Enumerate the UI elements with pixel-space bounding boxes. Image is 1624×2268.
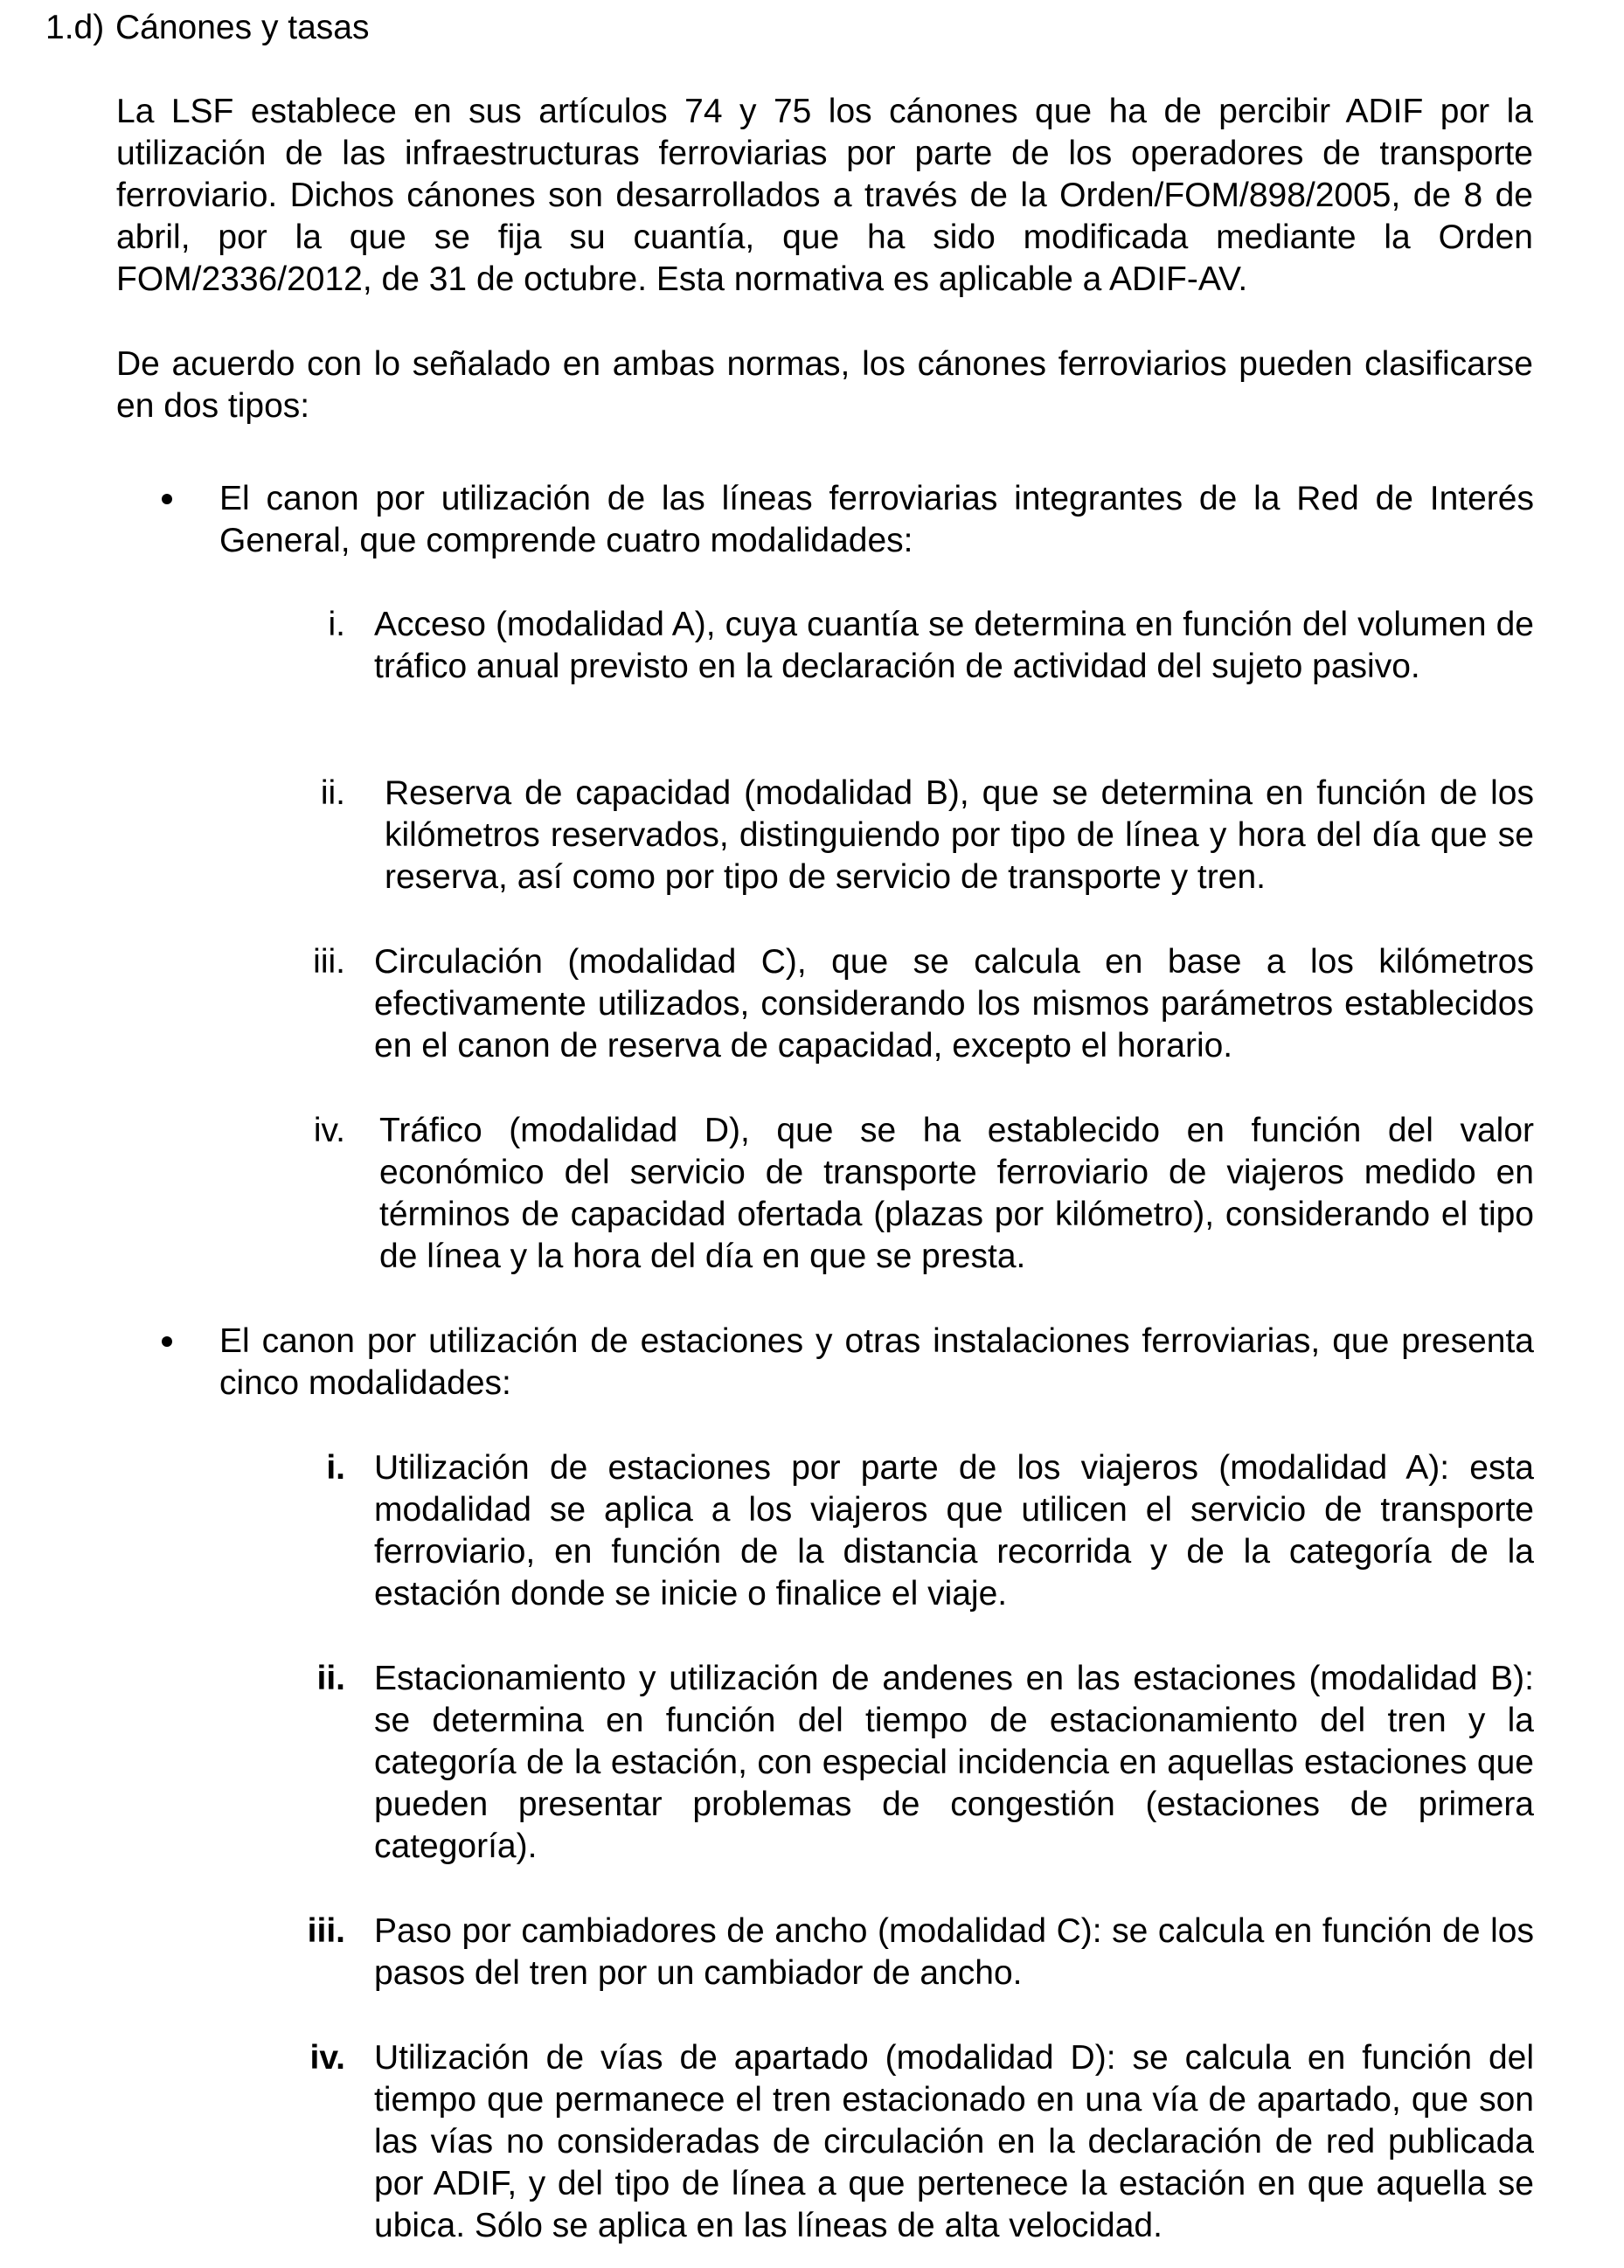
item-text: Tráfico (modalidad D), que se ha establecido en función del valor económico del servicio de transporte ferroviario de viajeros medido en términos de capacidad ofertada (plazas por kilómetro), considerando el tipo de línea y la hora del día en que se presta. [379, 1112, 1534, 1275]
item-number: ii. [316, 1660, 345, 1697]
item-text: Estacionamiento y utilización de andenes en las estaciones (modalidad B): se determina en función del tiempo de estacionamiento del tren y la categoría de la estación, con especial incidencia en aquellas estaciones que pueden presentar problemas de congestión (estaciones de primera categoría). [374, 1660, 1534, 1865]
section-number: 1.d) [45, 9, 105, 46]
item-number: iii. [313, 943, 345, 981]
item-text: Reserva de capacidad (modalidad B), que se determina en función de los kilómetros reservados, distinguiendo por tipo de línea y hora del día que se reserva, así como por tipo de servicio de transporte y tren. [385, 774, 1534, 896]
item-number: iv. [309, 2039, 345, 2077]
item-number: i. [328, 606, 345, 643]
item-text: Utilización de estaciones por parte de los viajeros (modalidad A): esta modalidad se aplica a los viajeros que utilicen el servicio de transporte ferroviario, en función de la distancia recorrida y de la categoría de la estación donde se inicie o finalice el viaje. [374, 1449, 1534, 1613]
item-text: Paso por cambiadores de ancho (modalidad C): se calcula en función de los pasos del tren por un cambiador de ancho. [374, 1912, 1534, 1992]
section-heading [45, 7, 370, 49]
intro-paragraph: La LSF establece en sus artículos 74 y 75 los cánones que ha de percibir ADIF por la utilización de las infraestructuras ferroviarias por parte de los operadores de transporte ferroviario. Dichos cánones son desarrollados a través de la Orden/FOM/898/2005, de 8 de abril, por la que se fija su cuantía, que ha sido modificada mediante la Orden FOM/2336/2012, de 31 de octubre. Esta normativa es aplicable a ADIF-AV. [116, 93, 1533, 298]
section-title: Cánones y tasas [115, 9, 370, 46]
bullet-dot-icon [162, 1336, 172, 1347]
item-number: ii. [320, 774, 345, 812]
bullet-text: El canon por utilización de estaciones y otras instalaciones ferroviarias, que presenta cinco modalidades: [219, 1322, 1534, 1402]
bullet-dot-icon [162, 494, 172, 504]
item-text: Utilización de vías de apartado (modalidad D): se calcula en función del tiempo que permanece el tren estacionado en una vía de apartado, que son las vías no consideradas de circulación en la declaración de red publicada por ADIF, y del tipo de línea a que pertenece la estación en que aquella se ubica. Sólo se aplica en las líneas de alta velocidad. [374, 2039, 1534, 2244]
bullet-text: El canon por utilización de las líneas ferroviarias integrantes de la Red de Interés General, que comprende cuatro modalidades: [219, 480, 1534, 559]
classification-paragraph: De acuerdo con lo señalado en ambas normas, los cánones ferroviarios pueden clasificarse en dos tipos: [116, 345, 1533, 425]
item-number: iv. [313, 1112, 345, 1149]
item-text: Circulación (modalidad C), que se calcula en base a los kilómetros efectivamente utilizados, considerando los mismos parámetros establecidos en el canon de reserva de capacidad, excepto el horario. [374, 943, 1534, 1065]
item-text: Acceso (modalidad A), cuya cuantía se determina en función del volumen de tráfico anual previsto en la declaración de actividad del sujeto pasivo. [374, 606, 1534, 685]
item-number: i. [326, 1449, 345, 1487]
item-number: iii. [307, 1912, 345, 1950]
